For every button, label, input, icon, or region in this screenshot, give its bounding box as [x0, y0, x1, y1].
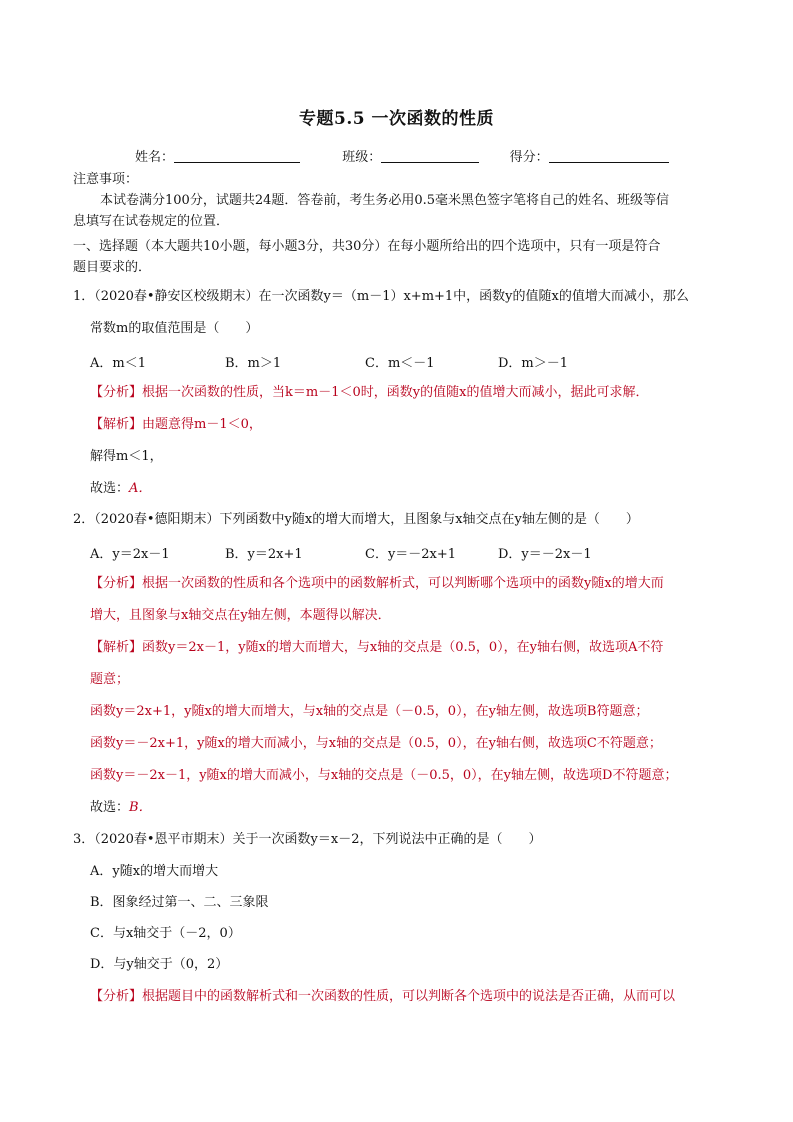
- notes-line-1: 本试卷满分100分，试题共24题．答卷前，考生务必用0.5毫米黑色签字笔将自己的姓名、班级等信: [100, 193, 670, 208]
- q1-answer: [90, 480, 151, 498]
- q1-option-b: B．m＞1: [225, 356, 282, 371]
- q1-solution-line-2: 解得m＜1，: [90, 449, 163, 464]
- q2-option-b: B．y＝2x+1: [225, 547, 303, 562]
- score-label: 得分：: [509, 150, 549, 165]
- q1-solution: [90, 416, 262, 434]
- name-label: 姓名：: [135, 150, 175, 165]
- q1-option-d: D．m＞－1: [498, 356, 569, 371]
- q3-analysis-tag: 【分析】: [90, 989, 143, 1004]
- q1-analysis: [90, 384, 648, 402]
- q3-analysis: [90, 988, 675, 1006]
- q2-solution: [90, 639, 663, 657]
- q2-analysis: [90, 575, 664, 593]
- section-heading-2: 题目要求的．: [73, 260, 152, 275]
- q3-stem: 3．（2020春•恩平市期末）关于一次函数y＝x－2，下列说法中正确的是（ ）: [73, 832, 542, 847]
- score-blank[interactable]: [549, 149, 669, 163]
- q2-solution-line-3: 函数y＝2x+1，y随x的增大而增大，与x轴的交点是（－0.5，0），在y轴左侧，故选项B符题意；: [90, 704, 649, 719]
- q1-solution-text: 由题意得m－1＜0，: [142, 417, 262, 432]
- q1-analysis-tag: 【分析】: [90, 385, 143, 400]
- q3-option-c: C．与x轴交于（－2，0）: [90, 926, 241, 941]
- q1-stem-line-1: 1．（2020春•静安区校级期末）在一次函数y＝（m－1）x+m+1中，函数y的值随x的值增大而减小，那么: [73, 289, 689, 304]
- student-info-row: [135, 146, 669, 165]
- q2-answer-prefix: 故选：: [90, 800, 130, 815]
- notes-line-2: 息填写在试卷规定的位置．: [73, 214, 230, 229]
- q2-solution-line-5: 函数y＝－2x－1，y随x的增大而减小，与x轴的交点是（－0.5，0），在y轴左侧，故选项D不符题意；: [90, 768, 678, 783]
- class-label: 班级：: [342, 150, 382, 165]
- q2-solution-tag: 【解析】: [90, 640, 143, 655]
- q2-option-a: A．y＝2x－1: [90, 547, 170, 562]
- q3-option-a: A．y随x的增大而增大: [90, 864, 219, 879]
- q2-solution-line-2: 题意；: [90, 672, 130, 687]
- q2-analysis-text-1: 根据一次函数的性质和各个选项中的函数解析式，可以判断哪个选项中的函数y随x的增大而: [142, 576, 664, 591]
- q3-option-b: B．图象经过第一、二、三象限: [90, 895, 269, 910]
- section-heading-1: 一、选择题（本大题共10小题，每小题3分，共30分）在每小题所给出的四个选项中，只有一项是符合: [73, 239, 661, 254]
- class-blank[interactable]: [381, 149, 479, 163]
- name-blank[interactable]: [174, 149, 300, 163]
- q1-option-c: C．m＜－1: [365, 356, 435, 371]
- q2-analysis-tag: 【分析】: [90, 576, 143, 591]
- q2-option-c: C．y＝－2x+1: [365, 547, 457, 562]
- q3-option-d: D．与y轴交于（0，2）: [90, 957, 229, 972]
- q2-solution-line-4: 函数y＝－2x+1，y随x的增大而减小，与x轴的交点是（0.5，0），在y轴右侧，故选项C不符题意；: [90, 736, 662, 751]
- q2-stem: 2．（2020春•德阳期末）下列函数中y随x的增大而增大，且图象与x轴交点在y轴左侧的是（ ）: [73, 512, 639, 527]
- notes-heading: 注意事项：: [73, 172, 139, 187]
- q2-option-d: D．y＝－2x－1: [498, 547, 592, 562]
- q1-answer-value: A．: [129, 481, 152, 496]
- q2-solution-text-1: 函数y＝2x－1，y随x的增大而增大，与x轴的交点是（0.5，0），在y轴右侧，故选项A不符: [142, 640, 664, 655]
- q1-analysis-text: 根据一次函数的性质，当k＝m－1＜0时，函数y的值随x的值增大而减小，据此可求解．: [142, 385, 649, 400]
- q1-answer-prefix: 故选：: [90, 481, 130, 496]
- q2-analysis-line-2: 增大，且图象与x轴交点在y轴左侧，本题得以解决．: [90, 608, 391, 623]
- q3-analysis-text: 根据题目中的函数解析式和一次函数的性质，可以判断各个选项中的说法是否正确，从而可以: [142, 989, 676, 1004]
- q2-answer-value: B．: [129, 800, 152, 815]
- q2-answer: [90, 799, 152, 817]
- q1-stem-line-2: 常数m的取值范围是（ ）: [90, 321, 259, 336]
- q1-solution-tag: 【解析】: [90, 417, 143, 432]
- q1-option-a: A．m＜1: [90, 356, 146, 371]
- page-title: 专题5.5 一次函数的性质: [299, 109, 494, 129]
